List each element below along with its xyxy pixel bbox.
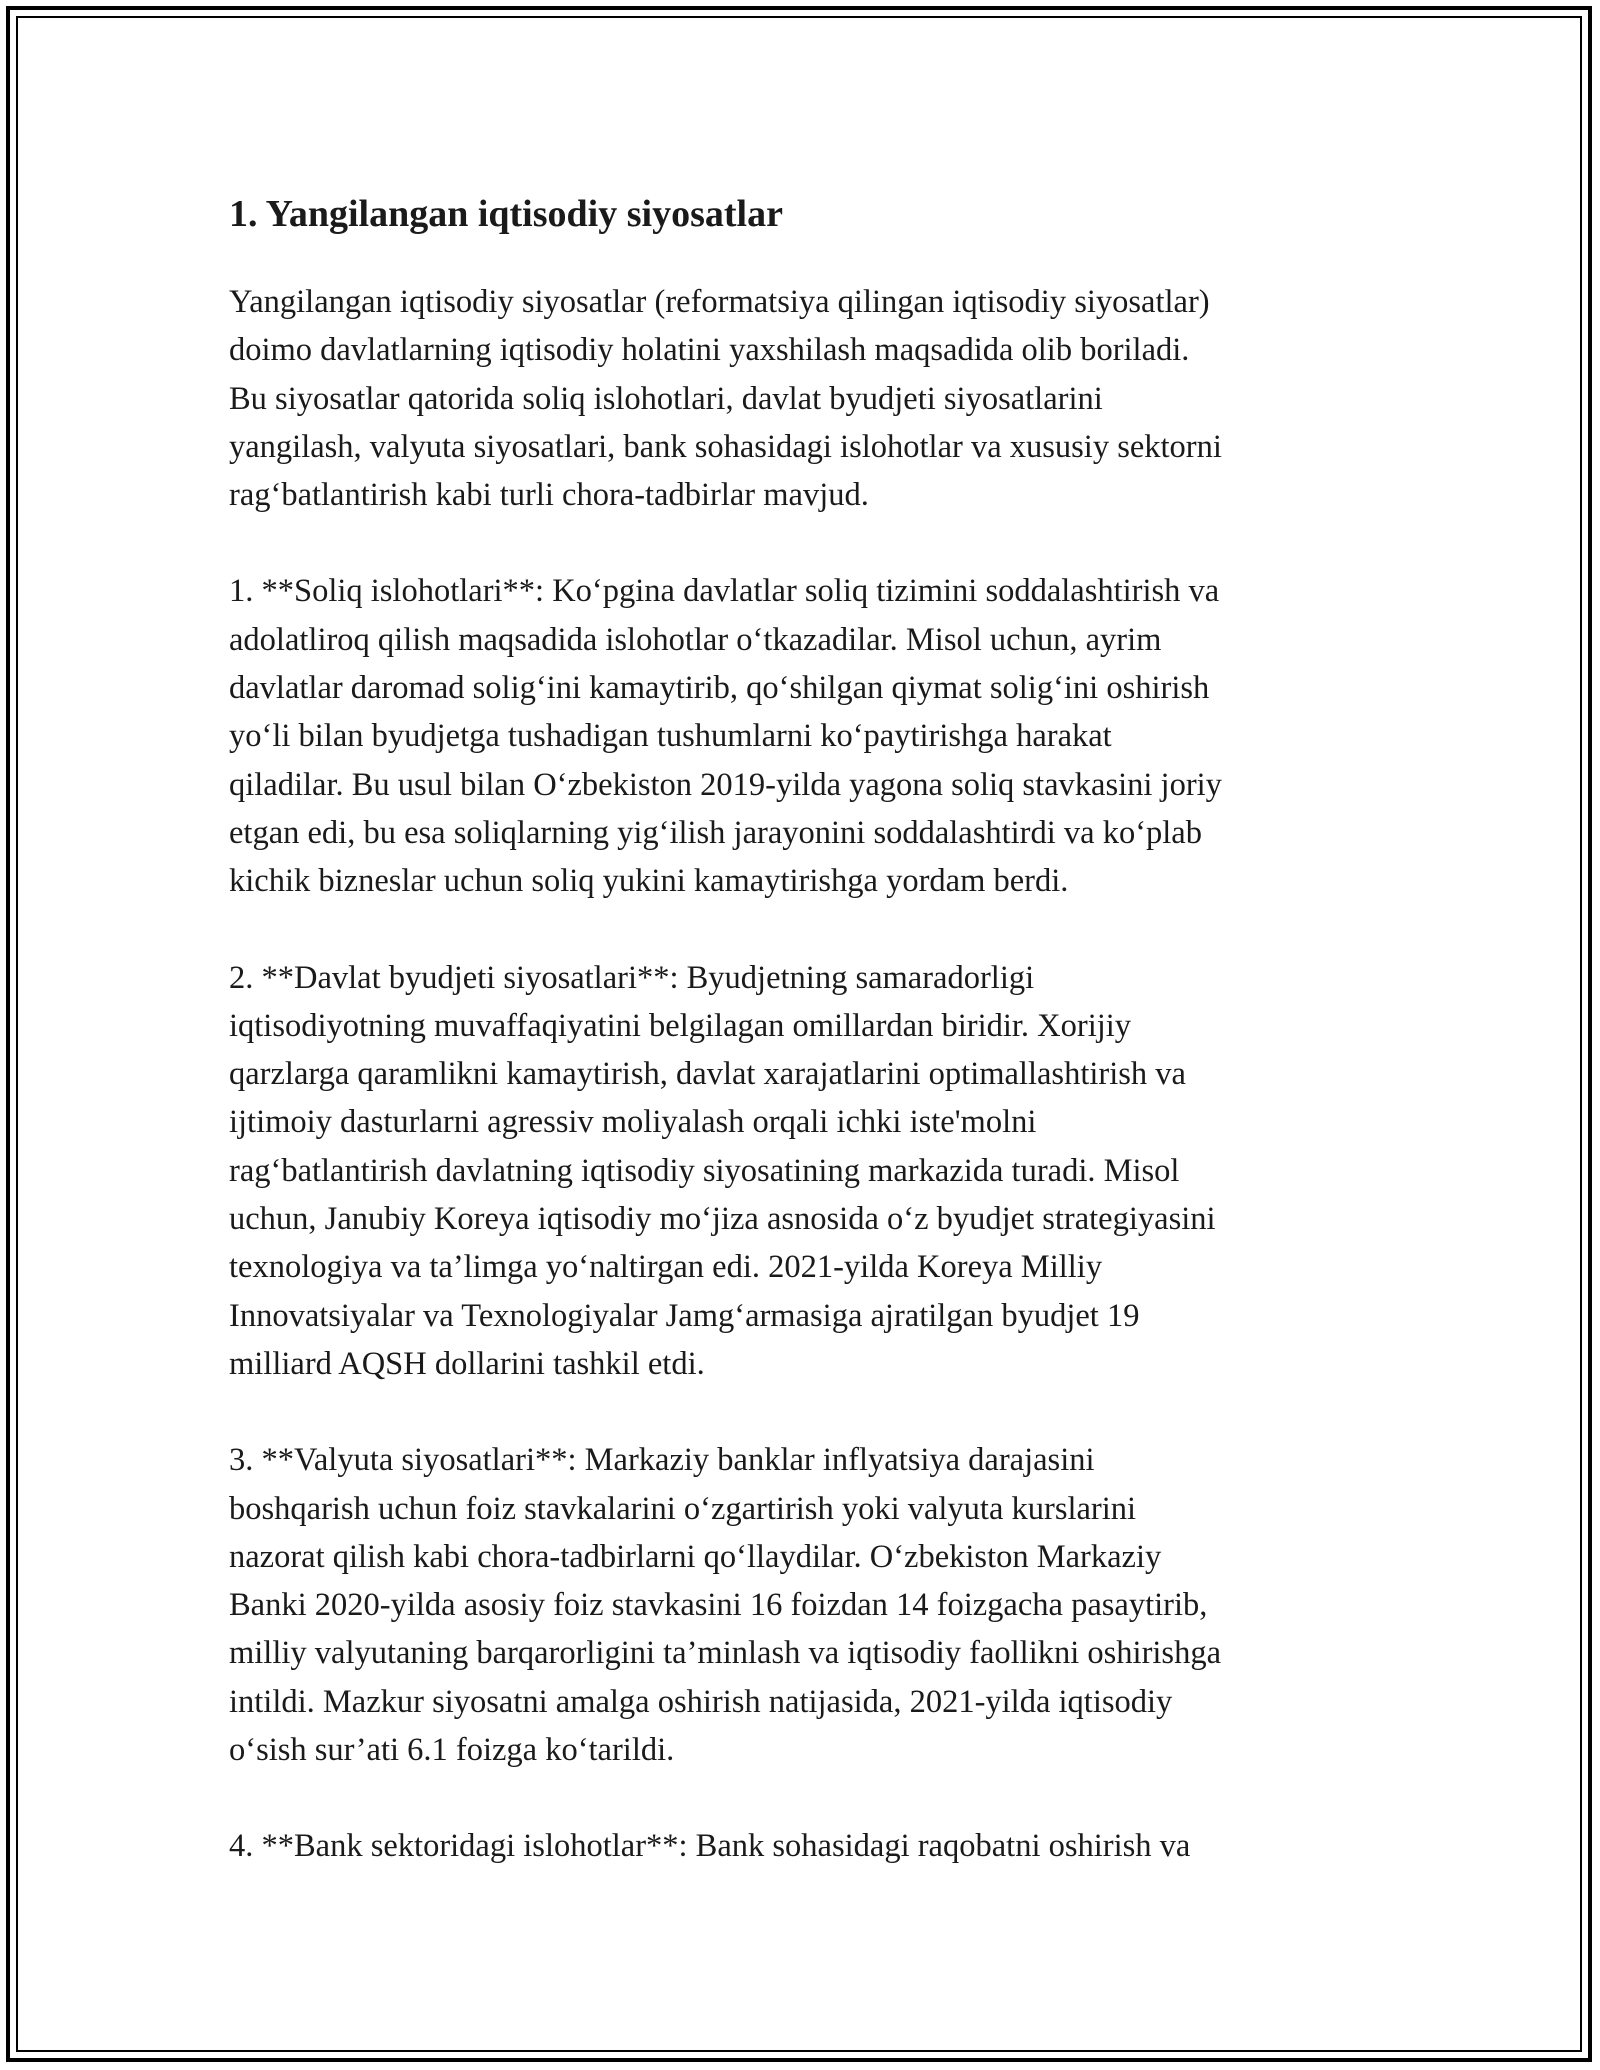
tax-reforms-paragraph: 1. **Soliq islohotlari**: Ko‘pgina davlatlar soliq tizimini soddalashtirish va adolatliroq qilish maqsadida islohotlar o‘tkazadilar. Misol uchun, ayrim davlatlar daromad solig‘ini kamaytirib, qo‘shilgan qiymat solig‘ini oshirish yo‘li bilan byudjetga tushadigan tushumlarni ko‘paytirishga harakat qiladilar. Bu usul bilan O‘zbekiston 2019-yilda yagona soliq stavkasini joriy etgan edi, bu esa soliqlarning yig‘ilish jarayonini soddalashtirdi va ko‘plab kichik bizneslar uchun soliq yukini kamaytirishga yordam berdi. <box>229 573 1222 900</box>
currency-policy-paragraph: 3. **Valyuta siyosatlari**: Markaziy banklar inflyatsiya darajasini boshqarish uchun foiz stavkalarini o‘zgartirish yoki valyuta kurslarini nazorat qilish kabi chora-tadbirlarni qo‘llaydilar. O‘zbekiston Markaziy Banki 2020-yilda asosiy foiz stavkasini 16 foizdan 14 foizgacha pasaytirib, milliy valyutaning barqarorligini ta’minlash va iqtisodiy faollikni oshirishga intildi. Mazkur siyosatni amalga oshirish natijasida, 2021-yilda iqtisodiy o‘sish sur’ati 6.1 foizga ko‘tarildi. <box>229 1442 1221 1769</box>
document-body <box>229 185 1384 1871</box>
intro-paragraph: Yangilangan iqtisodiy siyosatlar (reformatsiya qilingan iqtisodiy siyosatlar) doimo davlatlarning iqtisodiy holatini yaxshilash maqsadida olib boriladi. Bu siyosatlar qatorida soliq islohotlari, davlat byudjeti siyosatlarini yangilash, valyuta siyosatlari, bank sohasidagi islohotlar va xususiy sektorni rag‘batlantirish kabi turli chora-tadbirlar mavjud. <box>229 284 1222 514</box>
banking-reforms-paragraph: 4. **Bank sektoridagi islohotlar**: Bank sohasidagi raqobatni oshirish va <box>229 1828 1191 1865</box>
budget-policy-paragraph: 2. **Davlat byudjeti siyosatlari**: Byudjetning samaradorligi iqtisodiyotning muvaffaqiyatini belgilagan omillardan biridir. Xorijiy qarzlarga qaramlikni kamaytirish, davlat xarajatlarini optimallashtirish va ijtimoiy dasturlarni agressiv moliyalash orqali ichki iste'molni rag‘batlantirish davlatning iqtisodiy siyosatining markazida turadi. Misol uchun, Janubiy Koreya iqtisodiy mo‘jiza asnosida o‘z byudjet strategiyasini texnologiya va ta’limga yo‘naltirgan edi. 2021-yilda Koreya Milliy Innovatsiyalar va Texnologiyalar Jamg‘armasiga ajratilgan byudjet 19 milliard AQSH dollarini tashkil etdi. <box>229 959 1216 1382</box>
section-heading: 1. Yangilangan iqtisodiy siyosatlar <box>229 193 783 235</box>
